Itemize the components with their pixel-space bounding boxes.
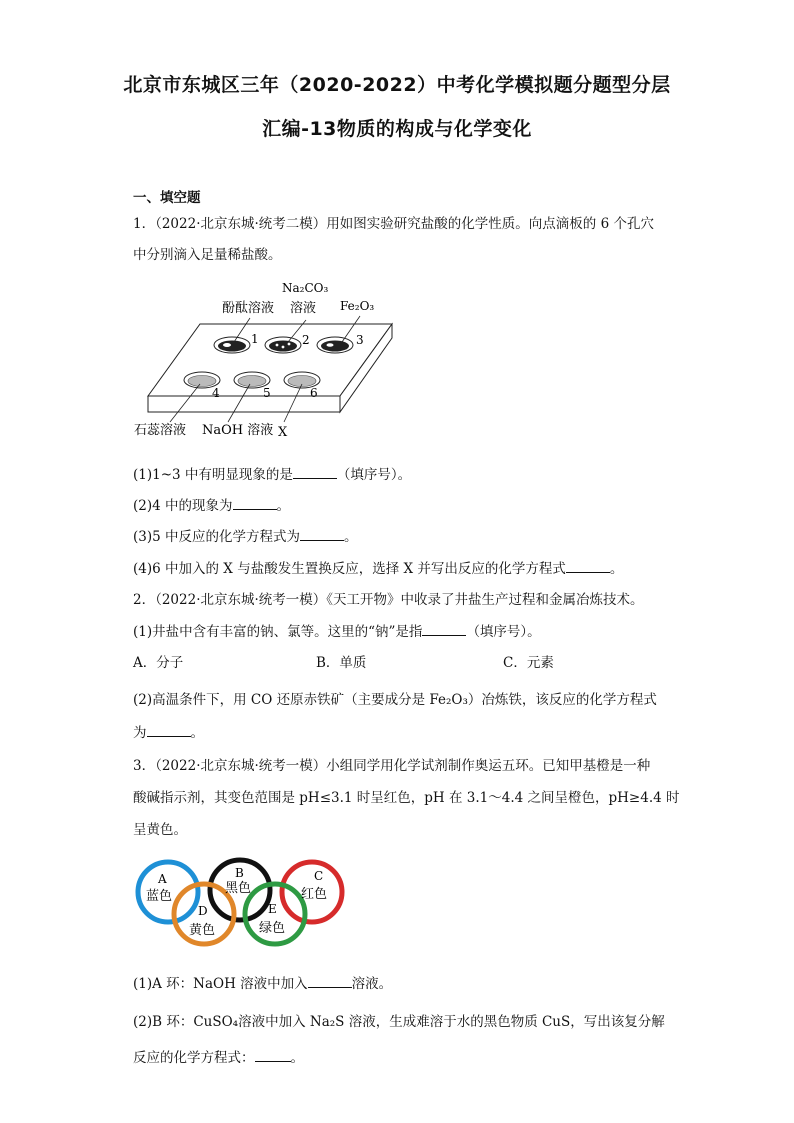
ring-d-color-label: 黄色: [189, 923, 216, 938]
page-title-line2: 汇编-13物质的构成与化学变化: [262, 118, 532, 140]
q1-sub3-text: (3)5 中反应的化学方程式为: [133, 529, 301, 545]
answer-blank[interactable]: [422, 623, 466, 636]
well-2: [265, 337, 301, 353]
label-phenolphthalein: 酚酞溶液: [222, 301, 275, 316]
ring-c-letter: C: [314, 869, 324, 883]
q1-sub2-text: (2)4 中的现象为: [133, 498, 233, 514]
q1-stem-line1: 1．（2022·北京东城·统考二模）用如图实验研究盐酸的化学性质。向点滴板的 6 个孔穴: [133, 216, 654, 232]
well-number-4: 4: [212, 386, 220, 400]
ring-d-letter: D: [198, 904, 208, 918]
q2-sub1-text: (1)井盐中含有丰富的钠、氯等。这里的“钠”是指: [133, 624, 423, 640]
ring-c-color-label: 红色: [301, 887, 328, 902]
label-litmus: 石蕊溶液: [134, 423, 187, 438]
well-number-5: 5: [263, 386, 271, 400]
label-fe2o3: Fe₂O₃: [340, 299, 375, 313]
q3-sub2-tail: 。: [290, 1050, 304, 1066]
q1-sub4-tail: 。: [609, 561, 624, 577]
label-na2co3-formula: Na₂CO₃: [282, 281, 329, 295]
ring-b-color-label: 黑色: [225, 881, 252, 896]
olympic-rings-figure: [134, 853, 349, 953]
q3-sub2-text: 反应的化学方程式：: [133, 1050, 255, 1066]
q1-sub2: [133, 494, 290, 514]
ring-a-color-label: 蓝色: [146, 889, 173, 904]
q3-sub1-text: (1)A 环：NaOH 溶液中加入: [133, 976, 308, 992]
ring-b-letter: B: [235, 866, 244, 880]
q3-sub1-tail: 溶液。: [351, 976, 393, 992]
well-number-6: 6: [310, 386, 318, 400]
q2-option-a[interactable]: A．分子: [133, 655, 184, 671]
q3-stem-line2: 酸碱指示剂，其变色范围是 pH≤3.1 时呈红色，pH 在 3.1～4.4 之间呈橙色，pH≥4.4 时: [133, 790, 680, 806]
q3-stem-line1: 3．（2022·北京东城·统考一模）小组同学用化学试剂制作奥运五环。已知甲基橙是一种: [133, 758, 651, 774]
q1-sub2-tail: 。: [276, 498, 291, 514]
q1-sub1-text: (1)1~3 中有明显现象的是: [133, 467, 293, 483]
q2-sub2-tail: 。: [190, 725, 204, 741]
ring-a-letter: A: [158, 872, 167, 886]
answer-blank[interactable]: [147, 724, 191, 737]
q2-option-c[interactable]: C．元素: [503, 655, 554, 671]
well-number-3: 3: [356, 333, 364, 347]
label-naoh: NaOH 溶液: [202, 423, 274, 438]
section-heading: 一、填空题: [133, 190, 201, 206]
q2-option-b[interactable]: B．单质: [316, 655, 367, 671]
q2-sub1-tail: （填序号）。: [466, 624, 541, 640]
q1-sub1-tail: （填序号）。: [336, 467, 412, 483]
q1-sub4-text: (4)6 中加入的 X 与盐酸发生置换反应，选择 X 并写出反应的化学方程式: [133, 561, 566, 577]
q3-stem-line3: 呈黄色。: [133, 822, 187, 838]
q2-sub1: [133, 620, 541, 640]
ring-e-color-label: 绿色: [259, 921, 286, 936]
q1-sub4: [133, 557, 623, 577]
q1-sub3: [133, 525, 358, 545]
answer-blank[interactable]: [300, 528, 344, 541]
answer-blank[interactable]: [255, 1049, 291, 1062]
well-number-2: 2: [302, 333, 310, 347]
well-number-1: 1: [251, 332, 259, 346]
page-title-line1: 北京市东城区三年（2020-2022）中考化学模拟题分题型分层: [123, 74, 671, 96]
spot-plate-figure: [130, 276, 420, 441]
q2-sub2-line1: (2)高温条件下，用 CO 还原赤铁矿（主要成分是 Fe₂O₃）冶炼铁，该反应的化学方程式: [133, 692, 657, 708]
q2-stem: 2．（2022·北京东城·统考一模）《天工开物》中收录了井盐生产过程和金属冶炼技术。: [133, 592, 644, 608]
q1-stem-line2: 中分别滴入足量稀盐酸。: [133, 247, 282, 263]
q2-sub2-line2: [133, 721, 204, 741]
label-na2co3-solution: 溶液: [290, 301, 317, 316]
well-3: [317, 337, 353, 353]
answer-blank[interactable]: [308, 975, 352, 988]
well-1: [214, 337, 250, 353]
answer-blank[interactable]: [233, 497, 277, 510]
q3-sub2-line2: [133, 1046, 304, 1066]
q3-sub1: [133, 972, 392, 992]
answer-blank[interactable]: [293, 466, 337, 479]
q1-sub1: [133, 463, 411, 483]
ring-e-letter: E: [268, 902, 277, 916]
q1-sub3-tail: 。: [344, 529, 358, 545]
q3-sub2-line1: (2)B 环：CuSO₄溶液中加入 Na₂S 溶液，生成难溶于水的黑色物质 CuS，写出该复分解: [133, 1014, 665, 1030]
answer-blank[interactable]: [566, 560, 610, 573]
label-x: X: [278, 425, 288, 440]
q2-sub2-text: 为: [133, 725, 147, 741]
